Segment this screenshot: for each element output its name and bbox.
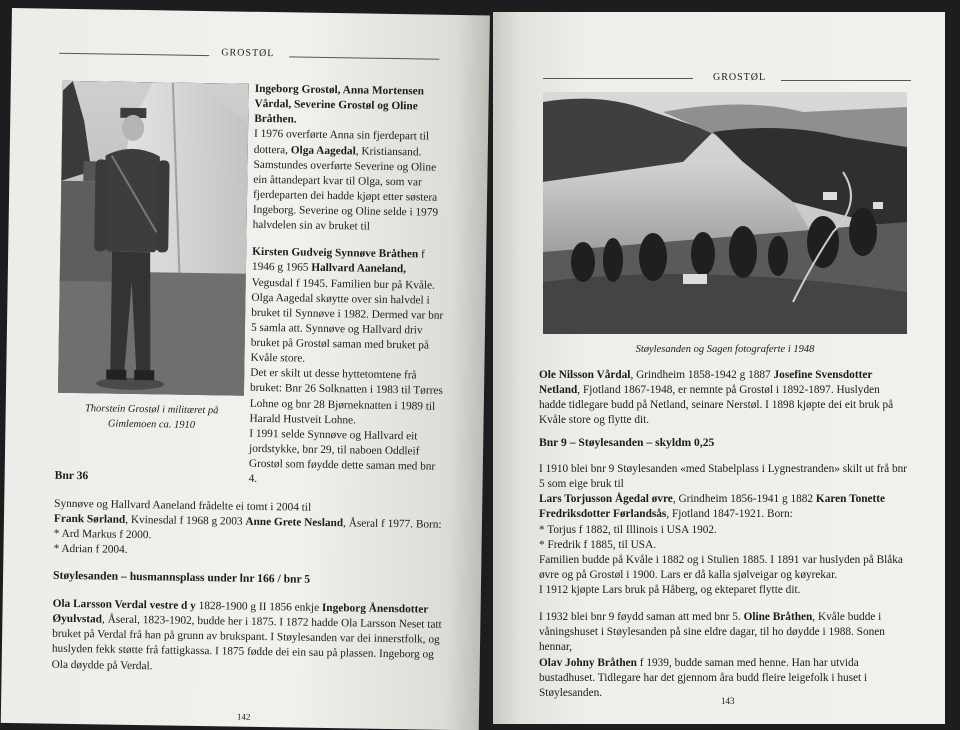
text-run: * Fredrik f 1885, til USA. <box>539 538 657 551</box>
page-number-right: 143 <box>721 696 735 706</box>
text-run: , Fjotland 1867-1948, er nemnte på Grostøl i 1892-1897. Huslyden hadde tidlegare budd på Netland, seinare Nerstøl. I 1898 kjøpte dei eit bruk på Kvåle store og flytte dit. <box>539 384 894 427</box>
text-run: , Åseral, 1823-1902, budde her i 1875. I 1872 hadde Ola Larsson Neset tatt bruket på Verdal frå han på grunn av brukspant. I Støylesanden var dei innerstfolk, og huslyden fekk støtte frå fattigkassa. I 1875 fødde dei ein sau på plassen. Ingeborg og Ola døydde på Verdal. <box>51 613 442 672</box>
text-run: Vegusdal f 1945. Familien bur på Kvåle. Olga Aagedal skøytte over sin halvdel i bruket til Synnøve i 1982. Dermed var bnr 5 samla att. Synnøve og Hallvard driv bruket på Grostøl saman med bruket på Kvåle store. <box>250 276 444 365</box>
text-run: I 1910 blei bnr 9 Støylesanden «med Stabelplass i Lygnestranden» skilt ut frå bnr 5 som eige bruk til <box>539 463 908 491</box>
header-rule-right <box>289 56 439 59</box>
text-run: I 1912 kjøpte Lars bruk på Håberg, og ekteparet flytte dit. <box>539 584 801 596</box>
bold-name: Josefine Svensdotter Netland <box>539 369 873 397</box>
text-run: * Adrian f 2004. <box>53 543 128 557</box>
text-run: f 1946 g 1965 <box>251 248 425 275</box>
text-run: I 1976 overførte Anna sin fjerdepart til dottera, <box>253 128 430 156</box>
paragraph <box>249 427 446 491</box>
paragraph <box>539 538 911 553</box>
soldier-photo-image <box>58 81 249 396</box>
bold-name: Olav Johny Bråthen <box>539 656 637 669</box>
bold-name: Frank Sørland <box>53 512 126 526</box>
text-run: f 1939, budde saman med henne. Han har utvida bustadhuset. Tidlegare har det gjennom åra budd fleire leigefolk i huset i Støylesanden. <box>539 656 868 699</box>
text-run: Familien budde på Kvåle i 1882 og i Stulien 1885. I 1891 var huslyden på Blåka øvre og på Grostøl i 1900. Lars er då kalla sjølveigar og køyrekar. <box>539 553 903 581</box>
text-run: Det er skilt ut desse hyttetomtene frå bruket: Bnr 26 Solknatten i 1983 til Tørres Lohne og bnr 28 Bjørneknatten i 1989 til Harald Hustveit Lohne. <box>249 367 443 427</box>
lake-photo-image <box>543 92 907 334</box>
header-rule-left <box>59 53 209 56</box>
text-run: 1828-1900 g II 1856 enkje <box>195 599 323 614</box>
bold-name: Karen Tonette Fredriksdotter Førlandsås <box>539 493 886 521</box>
bold-name: Ingeborg Grostøl, Anna Mortensen Vårdal, Severine Grostøl og Oline Bråthen. <box>254 82 425 126</box>
text-run: Synnøve og Hallvard Aaneland frådelte ei tomt i 2004 til <box>54 497 312 514</box>
bold-name: Lars Torjusson Ågedal øvre <box>539 493 673 506</box>
husmann-body <box>52 597 449 679</box>
right-page <box>493 12 945 724</box>
paragraph <box>539 368 909 429</box>
text-run: , Åseral f 1977. Born: <box>343 517 442 531</box>
running-head-left: GROSTØL <box>221 47 275 60</box>
text-run: I 1932 blei bnr 9 føydd saman att med bnr 5. <box>539 611 744 624</box>
header-rule-right-2 <box>781 80 911 81</box>
paragraph <box>254 82 451 130</box>
soldier-photo-caption: Thorstein Grostøl i militæret på Gimlemoen ca. 1910 <box>84 403 219 432</box>
bold-name: Ole Nilsson Vårdal <box>539 369 631 381</box>
paragraph <box>249 366 446 430</box>
bnr9-heading: Bnr 9 – Støylesanden – skyldm 0,25 <box>539 436 715 449</box>
left-page <box>1 8 490 730</box>
text-run: I 1991 selde Synnøve og Hallvard eit jordstykke, bnr 29, til naboen Oddleif Grostøl som føydde dette saman med bnr 4. <box>248 427 436 486</box>
paragraph-gap <box>539 598 911 610</box>
text-run: , Kvåle budde i våningshuset i Støylesanden på sine eldre dagar, til ho døydde i 1988. Sonen hennar, <box>539 611 885 654</box>
paragraph <box>539 553 911 583</box>
bold-name: Ola Larsson Verdal vestre d y <box>52 597 196 612</box>
page-number-left: 142 <box>236 711 251 722</box>
lake-photo <box>543 92 907 334</box>
bnr9-body <box>539 462 911 701</box>
text-run: , Grindheim 1858-1942 g 1887 <box>630 369 774 381</box>
husmann-heading: Støylesanden – husmannsplass under lnr 166 / bnr 5 <box>52 568 311 586</box>
paragraph <box>539 583 911 598</box>
running-head-right: GROSTØL <box>713 72 767 83</box>
text-run: * Torjus f 1882, til Illinois i USA 1902. <box>539 523 717 536</box>
bold-name: Oline Bråthen <box>743 611 813 624</box>
text-run: * Ard Markus f 2000. <box>53 527 152 542</box>
lake-photo-caption: Støylesanden og Sagen fotograferte i 1948 <box>635 344 815 355</box>
paragraph <box>539 462 911 492</box>
vardal-paragraph <box>539 368 909 429</box>
bold-name: Kirsten Gudveig Synnøve Bråthen <box>252 246 419 261</box>
paragraph <box>252 127 450 236</box>
paragraph <box>539 523 911 538</box>
text-run: , Fjotland 1847-1921. Born: <box>666 508 793 521</box>
text-run: , Kvinesdal f 1968 g 2003 <box>125 513 246 528</box>
left-column-text <box>249 82 451 490</box>
bold-name: Hallvard Aaneland, <box>311 262 407 276</box>
paragraph <box>539 492 911 522</box>
paragraph <box>250 245 448 369</box>
bnr36-body <box>53 497 450 564</box>
header-rule-left-2 <box>543 78 693 79</box>
paragraph <box>52 597 449 679</box>
text-run: , Grindheim 1856-1941 g 1882 <box>672 493 816 506</box>
paragraph <box>539 656 911 701</box>
paragraph <box>539 610 911 655</box>
soldier-photo <box>58 81 249 396</box>
text-run: , Kristiansand. Samstundes overførte Severine og Oline ein åttandepart kvar til Olga, som var fjerdeparten dei hadde kjøpt etter søstera Ingeborg. Severine og Oline selde i 1979 halvdelen sin av bruket til <box>252 144 439 233</box>
bold-name: Ingeborg Ånensdotter Øyulvstad <box>52 601 429 626</box>
bold-name: Anne Grete Nesland <box>245 515 344 530</box>
bnr36-heading: Bnr 36 <box>54 468 89 483</box>
bold-name: Olga Aagedal <box>290 143 356 157</box>
